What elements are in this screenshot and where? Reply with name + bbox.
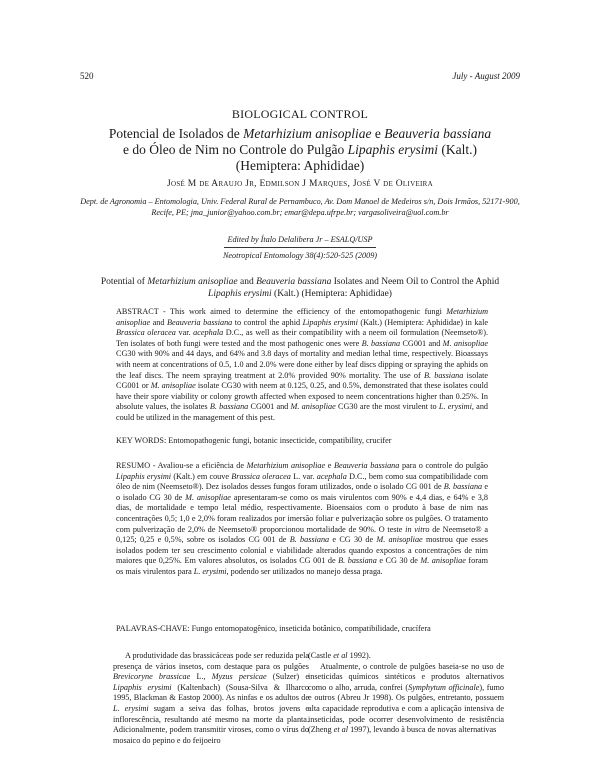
title-part: (Hemiptera: Aphididae): [235, 158, 365, 173]
resumo-species: B. bassiana: [443, 482, 483, 492]
abstract-text: isolate CG30 with neem at 0.125, 0.25, and 0.5%, demonstrated that these isolates could have their spore viability or colony growth affected when exposed to neem concentrations higher than 0.25%. In absolute values, the isolates: [116, 381, 489, 412]
title-part: Potencial de Isolados de: [108, 126, 244, 141]
title-species: Lipaphis erysimi: [347, 142, 438, 157]
issue-date: July - August 2009: [452, 71, 520, 81]
abstract-text: CG30 are the most virulent to: [335, 402, 439, 412]
palavras-chave: PALAVRAS-CHAVE: Fungo entomopatogênico, inseticida botânico, compatibilidade, crucífera: [116, 624, 431, 633]
abstract-species: Brassica oleracea: [116, 328, 176, 338]
resumo-species: M. anisopliae: [185, 492, 231, 502]
abstract-species: M. anisopliae: [150, 381, 196, 391]
resumo-species: B. bassiana: [338, 556, 377, 566]
resumo-text: de Neemseto® a 0,125; 0,25 e 0,5%, sobre os isolados CG 001 de: [116, 524, 488, 545]
resumo-species: Lipaphis erysimi: [116, 471, 172, 481]
article-title: [60, 126, 540, 174]
body-text: (Kaltenbach) (Sousa-Silva & Ilharco 1995, Blackman & Eastop 2000). As ninfas e os adultos de: [113, 682, 309, 703]
resumo-text: mostrou que esses isolados podem ter seu crescimento colonial e viabilidade alterados quando expostos a concentrações de nim maiores que 0,25%. Em valores absolutos, os isolados CG 001 de: [116, 535, 488, 566]
entitle-part: and: [237, 277, 257, 287]
body-paragraph: [308, 651, 504, 662]
abstract-species: B. bassiana: [361, 338, 401, 348]
entitle-part: Isolates and Neem Oil to Control the Aphid: [331, 277, 500, 287]
resumo-species: acephala: [316, 471, 347, 481]
body-species: Symphytum officinale: [408, 682, 480, 692]
resumo-text: e CG 30 de: [329, 535, 377, 545]
body-paragraph: [308, 662, 504, 736]
abstract-text: isolate CG001 or: [116, 370, 489, 391]
page-number: 520: [80, 71, 94, 81]
resumo-species: Brassica oleracea: [231, 471, 291, 481]
section-heading: BIOLOGICAL CONTROL: [231, 107, 369, 121]
resumo-species: L. erysimi: [193, 566, 227, 576]
abstract-text: CG30 with 90% and 44 days, and 64% and 3.8 days of mortality and median lethal time, respectively. Bioassays with neem at concentrations of 0.5, 1.0 and 2.0% were done either by leaf discs dipping or spraying the aphids on the leaf discs. The neem spraying treatment at 2.0% provided 90% mortality. The use of: [116, 349, 488, 380]
abstract-text: and: [150, 317, 167, 327]
resumo-text: apresentaram-se como os mais virulentos com 90% e 4,4 dias, e 64% e 3,8 dias, de mortalidade e tempo letal médio, respectivamente. Bioensaios com o produto à base de nim nas concentrações 0,5; 1,0 e 2,0% foram realizados por imersão foliar e pulverização sobre os pulgões. O tratamento com pulverização de 2,0% de Neemseto® proporcionou mortalidade de 90%. O teste: [116, 492, 489, 534]
title-part: e do Óleo de Nim no Controle do Pulgão: [123, 142, 348, 157]
title-species: Metarhizium anisopliae: [243, 126, 372, 141]
resumo-text: L. var.: [290, 471, 317, 481]
body-species: Brevicoryne brassicae: [113, 672, 191, 682]
body-text: sugam a seiva das folhas, brotos jovens e inflorescência, resultando até mesmo na morte da planta. Adicionalmente, podem transmitir viroses, como o vírus do mosaico do pepino e do feijoeiro: [113, 703, 309, 745]
abstract-species: Beauveria bassiana: [166, 317, 233, 327]
resumo-species: M. anisopliae: [376, 535, 423, 545]
abstract-text: to control the aphid: [232, 317, 303, 327]
abstract-species: Metarhizium anisopliae: [116, 307, 488, 327]
entitle-species: Lipaphis erysimi: [208, 289, 272, 299]
abstract-text: CG001 and: [400, 338, 443, 348]
resumo-text: , podendo ser utilizados no manejo dessa praga.: [226, 566, 383, 576]
resumo-species: in vitro: [405, 524, 430, 534]
body-species: Myzus persicae: [211, 672, 267, 682]
entitle-part: Potential of: [100, 277, 148, 287]
journal-citation: Neotropical Entomology 38(4):520-525 (2009): [222, 251, 378, 260]
resumo-text: RESUMO - Avaliou-se a eficiência de: [116, 461, 247, 470]
abstract-text: D.C., as well as their compatibility with a neem oil formulation (Neemseto®). Ten isolates of both fungi were tested and the most pathogenic ones were: [116, 328, 488, 348]
body-text: Atualmente, o controle de pulgões baseia-se no uso de inseticidas químicos sintéticos e produtos alternativos como o alho, arruda, confrei (: [308, 661, 504, 692]
body-text: (Castle: [308, 651, 334, 660]
resumo-text: e: [325, 461, 334, 470]
edited-by: Edited by Ítalo Delalibera Jr – ESALQ/USP: [227, 235, 373, 244]
abstract-species: M. anisopliae: [442, 338, 488, 348]
english-title: [60, 276, 540, 300]
body-species: Lipaphis erysimi: [113, 682, 172, 692]
resumo-species: B. bassiana: [289, 535, 330, 545]
abstract-text: ABSTRACT - This work aimed to determine the efficiency of the entomopathogenic fungi: [116, 307, 447, 316]
resumo-text: (Kalt.) em couve: [171, 471, 232, 481]
abstract-species: B. bassiana: [423, 370, 464, 380]
abstract-text: , and could be utilized in the management of this pest.: [116, 402, 489, 422]
resumo-text: D.C., bem como sua compatibilidade com óleo de nim (Neemseto®). Dez isolados desses fungos foram utilizados, onde o isolado CG 001 de: [116, 471, 488, 492]
body-column-right: [308, 651, 504, 736]
body-text: ), fumo e outros (Abreu Jr 1998). Os pulgões, entretanto, possuem alta capacidade reprodutiva e com a aplicação intensiva de inseticidas, pode ocorrer desenvolvimento de resistência (Zheng: [308, 682, 504, 735]
title-part: (Kalt.): [438, 142, 477, 157]
abstract-text: CG001 and: [248, 402, 291, 412]
resumo-species: Beauveria bassiana: [333, 461, 400, 470]
body-text: 1992).: [347, 651, 371, 660]
body-text: L.,: [190, 672, 212, 682]
body-text: (Sulzer) e: [266, 672, 309, 682]
entitle-part: (Kalt.) (Hemiptera: Aphididae): [271, 289, 392, 299]
resumo-species: Metarhizium anisopliae: [246, 461, 326, 470]
entitle-species: Beauveria bassiana: [256, 277, 332, 287]
body-text: 1997), levando à busca de novas alternativas: [348, 725, 497, 735]
body-species: et al: [333, 651, 348, 660]
keywords: KEY WORDS: Entomopathogenic fungi, botanic insecticide, compatibility, crucifer: [116, 436, 392, 445]
abstract-species: L. erysimi: [438, 402, 472, 412]
title-part: e: [371, 126, 385, 141]
body-species: L. erysimi: [113, 703, 149, 713]
divider: [224, 247, 376, 248]
resumo-species: M. anisopliae: [420, 556, 466, 566]
authors: José M de Araujo Jr, Edmilson J Marques, José V de Oliveira: [167, 179, 433, 189]
title-species: Beauveria bassiana: [384, 126, 492, 141]
abstract-species: Lipaphis erysimi: [302, 317, 358, 327]
entitle-species: Metarhizium anisopliae: [147, 277, 238, 287]
affiliation: Dept. de Agronomia – Entomologia, Univ. Federal Rural de Pernambuco, Av. Dom Manoel de Medeiros s/n, Dois Irmãos, 52171-900, Recife, PE; jma_junior@yahoo.com.br; emar@depa.ufrpe.br; vargasoliveira@uol.com.br: [80, 197, 520, 217]
resumo-text: e o isolado CG 30 de: [116, 482, 488, 502]
resumo: [116, 461, 488, 578]
resumo-text: e CG 30 de: [376, 556, 421, 566]
abstract-species: B. bassiana: [209, 402, 249, 412]
abstract: [116, 307, 488, 424]
abstract-text: var.: [175, 328, 194, 338]
body-species: et al: [333, 725, 349, 735]
resumo-text: foram os mais virulentos para: [116, 556, 488, 576]
abstract-species: acephala: [193, 328, 224, 338]
abstract-text: (Kalt.) (Hemiptera: Aphididae) in kale: [357, 317, 488, 327]
abstract-species: M. anisopliae: [290, 402, 336, 412]
body-text: A produtividade das brassicáceas pode ser reduzida pela presença de vários insetos, com destaque para os pulgões: [113, 651, 309, 671]
resumo-text: para o controle do pulgão: [399, 461, 488, 470]
body-column-left: [113, 651, 309, 746]
